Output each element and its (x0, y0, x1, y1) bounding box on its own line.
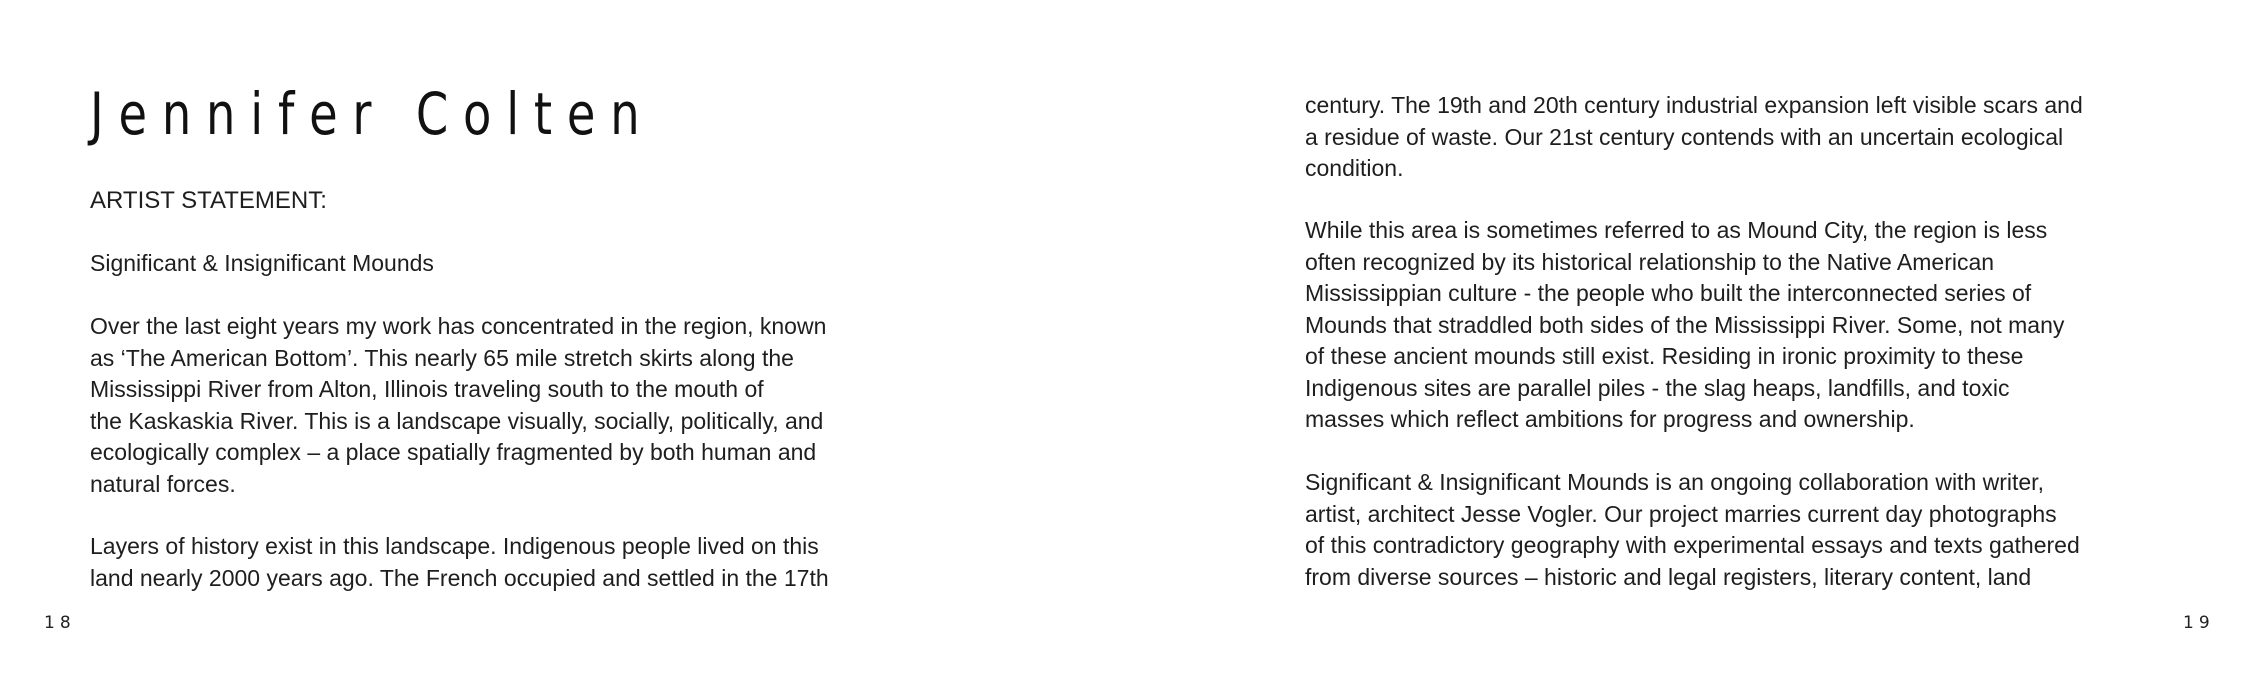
left-paragraph-2 (90, 531, 829, 594)
text-line: a residue of waste. Our 21st century contends with an uncertain ecological (1305, 123, 2064, 150)
text-line: Layers of history exist in this landscape. Indigenous people lived on this (90, 533, 819, 559)
text-line: as ‘The American Bottom’. This nearly 65 mile stretch skirts along the (90, 344, 794, 371)
page-number: 18 (44, 613, 76, 633)
text-line: Mississippi River from Alton, Illinois traveling south to the mouth of (90, 376, 764, 402)
text-line: ecologically complex – a place spatially fragmented by both human and (90, 439, 817, 465)
text-line: Indigenous sites are parallel piles - the slag heaps, landfills, and toxic (1305, 374, 2010, 401)
text-line: from diverse sources – historic and legal registers, literary content, land (1305, 563, 2032, 590)
text-line: Significant & Insignificant Mounds is an ongoing collaboration with writer, (1305, 469, 2044, 495)
text-line: often recognized by its historical relationship to the Native American (1305, 248, 1995, 275)
text-line: Mounds that straddled both sides of the Mississippi River. Some, not many (1305, 311, 2065, 338)
right-paragraph-3 (1305, 467, 2080, 593)
text-line: artist, architect Jesse Vogler. Our project marries current day photographs (1305, 500, 2057, 527)
text-line: of this contradictory geography with experimental essays and texts gathered (1305, 532, 2080, 558)
text-line: the Kaskaskia River. This is a landscape visually, socially, politically, and (90, 407, 824, 434)
text-line: Over the last eight years my work has concentrated in the region, known (90, 313, 827, 339)
text-line: land nearly 2000 years ago. The French occupied and settled in the 17th (90, 564, 829, 591)
artist-statement-heading: ARTIST STATEMENT: (90, 187, 327, 214)
text-line: century. The 19th and 20th century industrial expansion left visible scars and (1305, 92, 2083, 118)
right-page (1125, 0, 2250, 675)
text-line: masses which reflect ambitions for progress and ownership. (1305, 406, 1915, 432)
right-paragraph-1 (1305, 90, 2083, 185)
page-number: 19 (2183, 613, 2215, 633)
text-line: natural forces. (90, 470, 236, 497)
text-line: of these ancient mounds still exist. Residing in ironic proximity to these (1305, 343, 2024, 369)
left-paragraph-1 (90, 311, 826, 500)
right-paragraph-2 (1305, 215, 2064, 436)
text-line: Mississippian culture - the people who built the interconnected series of (1305, 280, 2032, 306)
text-line: While this area is sometimes referred to as Mound City, the region is less (1305, 217, 2048, 243)
statement-subtitle: Significant & Insignificant Mounds (90, 250, 434, 276)
text-line: condition. (1305, 155, 1404, 181)
artist-name: Jennifer Colten (90, 80, 655, 148)
